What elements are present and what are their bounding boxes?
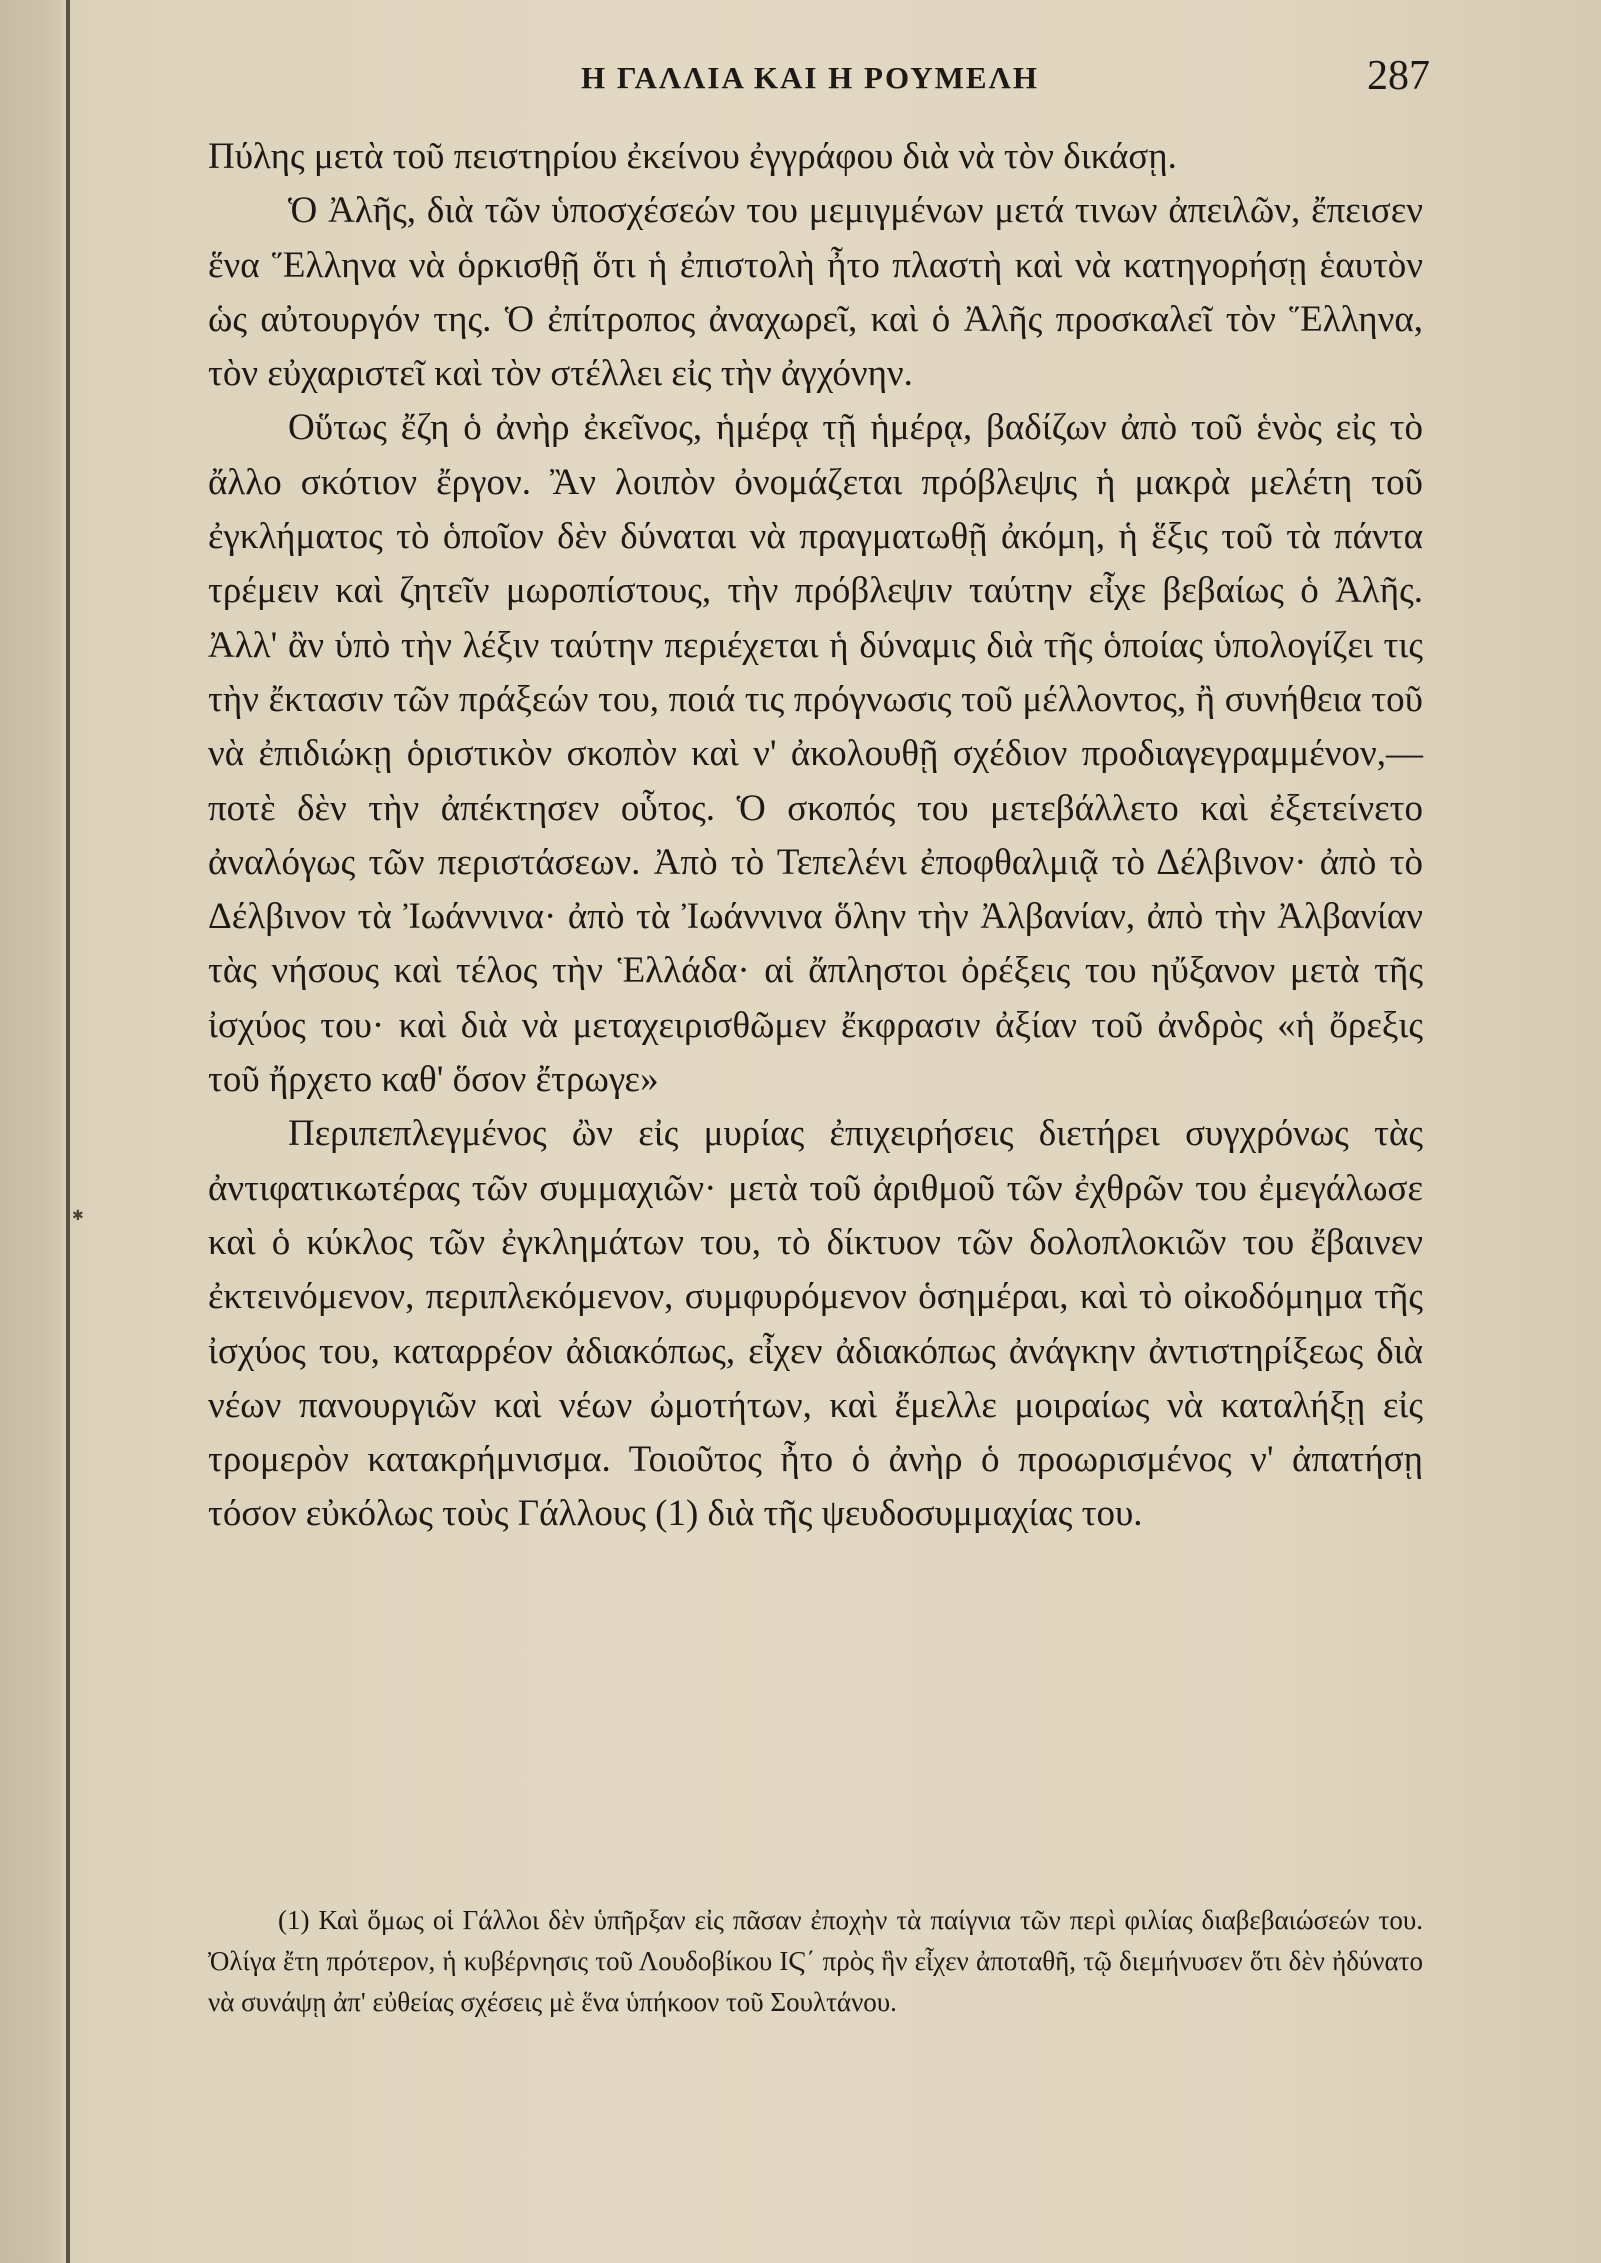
paragraph: Οὕτως ἔζη ὁ ἀνὴρ ἐκεῖνος, ἡμέρᾳ τῇ ἡμέρᾳ, βαδίζων ἀπὸ τοῦ ἑνὸς εἰς τὸ ἄλλο σκότιον ἔργον. Ἂν λοιπὸν ὀνομάζεται πρόβλεψις ἡ μακρὰ μελέτη τοῦ ἐγκλήματος τὸ ὁποῖον δὲν δύναται νὰ πραγματωθῇ ἀκόμη, ἡ ἕξις τοῦ τὰ πάντα τρέμειν καὶ ζητεῖν μωροπίστους, τὴν πρόβλεψιν ταύτην εἶχε βεβαίως ὁ Ἀλῆς. Ἀλλ' ἂν ὑπὸ τὴν λέξιν ταύτην περιέχεται ἡ δύναμις διὰ τῆς ὁποίας ὑπολογίζει τις τὴν ἔκτασιν τῶν πράξεών του, ποιά τις πρόγνωσις τοῦ μέλλοντος, ἢ συνήθεια τοῦ νὰ ἐπιδιώκῃ ὁριστικὸν σκοπὸν καὶ ν' ἀκολουθῇ σχέδιον προδιαγεγραμμένον,— ποτὲ δὲν τὴν ἀπέκτησεν οὗτος. Ὁ σκοπός του μετεβάλλετο καὶ ἐξετείνετο ἀναλόγως τῶν περιστάσεων. Ἀπὸ τὸ Τεπελένι ἐποφθαλμιᾷ τὸ Δέλβινον· ἀπὸ τὸ Δέλβινον τὰ Ἰωάννινα· ἀπὸ τὰ Ἰωάννινα ὅλην τὴν Ἀλβανίαν, ἀπὸ τὴν Ἀλβανίαν τὰς νήσους καὶ τέλος τὴν Ἑλλάδα· αἱ ἄπληστοι ὀρέξεις του ηὔξανον μετὰ τῆς ἰσχύος του· καὶ διὰ νὰ μεταχειρισθῶμεν ἔκφρασιν ἀξίαν τοῦ ἀνδρὸς «ἡ ὄρεξις τοῦ ἤρχετο καθ' ὅσον ἔτρωγε» — [208, 407, 1423, 1101]
footnote-text: (1) Καὶ ὅμως οἱ Γάλλοι δὲν ὑπῆρξαν εἰς πᾶσαν ἐποχὴν τὰ παίγνια τῶν περὶ φιλίας διαβεβαιώσεών του. Ὀλίγα ἔτη πρότερον, ἡ κυβέρνησις τοῦ Λουδοβίκου ΙϚ΄ πρὸς ἣν εἶχεν ἀποταθῆ, τῷ διεμήνυσεν ὅτι δὲν ἠδύνατο νὰ συνάψῃ ἀπ' εὐθείας σχέσεις μὲ ἕνα ὑπήκοον τοῦ Σουλτάνου. — [208, 1905, 1423, 2017]
paragraph-continuation: Πύλης μετὰ τοῦ πειστηρίου ἐκείνου ἐγγράφου διὰ νὰ τὸν δικάσῃ. — [208, 136, 1177, 177]
paragraph: Ὁ Ἀλῆς, διὰ τῶν ὑποσχέσεών του μεμιγμένων μετά τινων ἀπειλῶν, ἔπεισεν ἕνα Ἕλληνα νὰ ὁρκισθῇ ὅτι ἡ ἐπιστολὴ ἦτο πλαστὴ καὶ νὰ κατηγορήσῃ ἑαυτὸν ὡς αὐτουργόν της. Ὁ ἐπίτροπος ἀναχωρεῖ, καὶ ὁ Ἀλῆς προσκαλεῖ τὸν Ἕλληνα, τὸν εὐχαριστεῖ καὶ τὸν στέλλει εἰς τὴν ἀγχόνην. — [208, 190, 1423, 395]
page-header — [190, 52, 1430, 112]
main-text — [208, 130, 1423, 1542]
footnote — [208, 1900, 1423, 2023]
margin-mark-icon: ✱ — [72, 1209, 84, 1224]
page-number: 287 — [1367, 53, 1430, 99]
paragraph: Περιπεπλεγμένος ὢν εἰς μυρίας ἐπιχειρήσεις διετήρει συγχρόνως τὰς ἀντιφατικωτέρας τῶν συμμαχιῶν· μετὰ τοῦ ἀριθμοῦ τῶν ἐχθρῶν του ἐμεγάλωσε καὶ ὁ κύκλος τῶν ἐγκλημάτων του, τὸ δίκτυον τῶν δολοπλοκιῶν του ἔβαινεν ἐκτεινόμενον, περιπλεκόμενον, συμφυρόμενον ὁσημέραι, καὶ τὸ οἰκοδόμημα τῆς ἰσχύος του, καταρρέον ἀδιακόπως, εἶχεν ἀδιακόπως ἀνάγκην ἀντιστηρίξεως διὰ νέων πανουργιῶν καὶ νέων ὠμοτήτων, καὶ ἔμελλε μοιραίως νὰ καταλήξῃ εἰς τρομερὸν κατακρήμνισμα. Τοιοῦτος ἦτο ὁ ἀνὴρ ὁ προωρισμένος ν' ἀπατήσῃ τόσον εὐκόλως τοὺς Γάλλους (1) διὰ τῆς ψευδοσυμμαχίας του. — [208, 1113, 1423, 1535]
binding-gutter — [0, 0, 62, 2263]
running-title: Η ΓΑΛΛΙΑ ΚΑΙ Η ΡΟΥΜΕΛΗ — [581, 60, 1039, 95]
binding-edge-line — [66, 0, 70, 2263]
